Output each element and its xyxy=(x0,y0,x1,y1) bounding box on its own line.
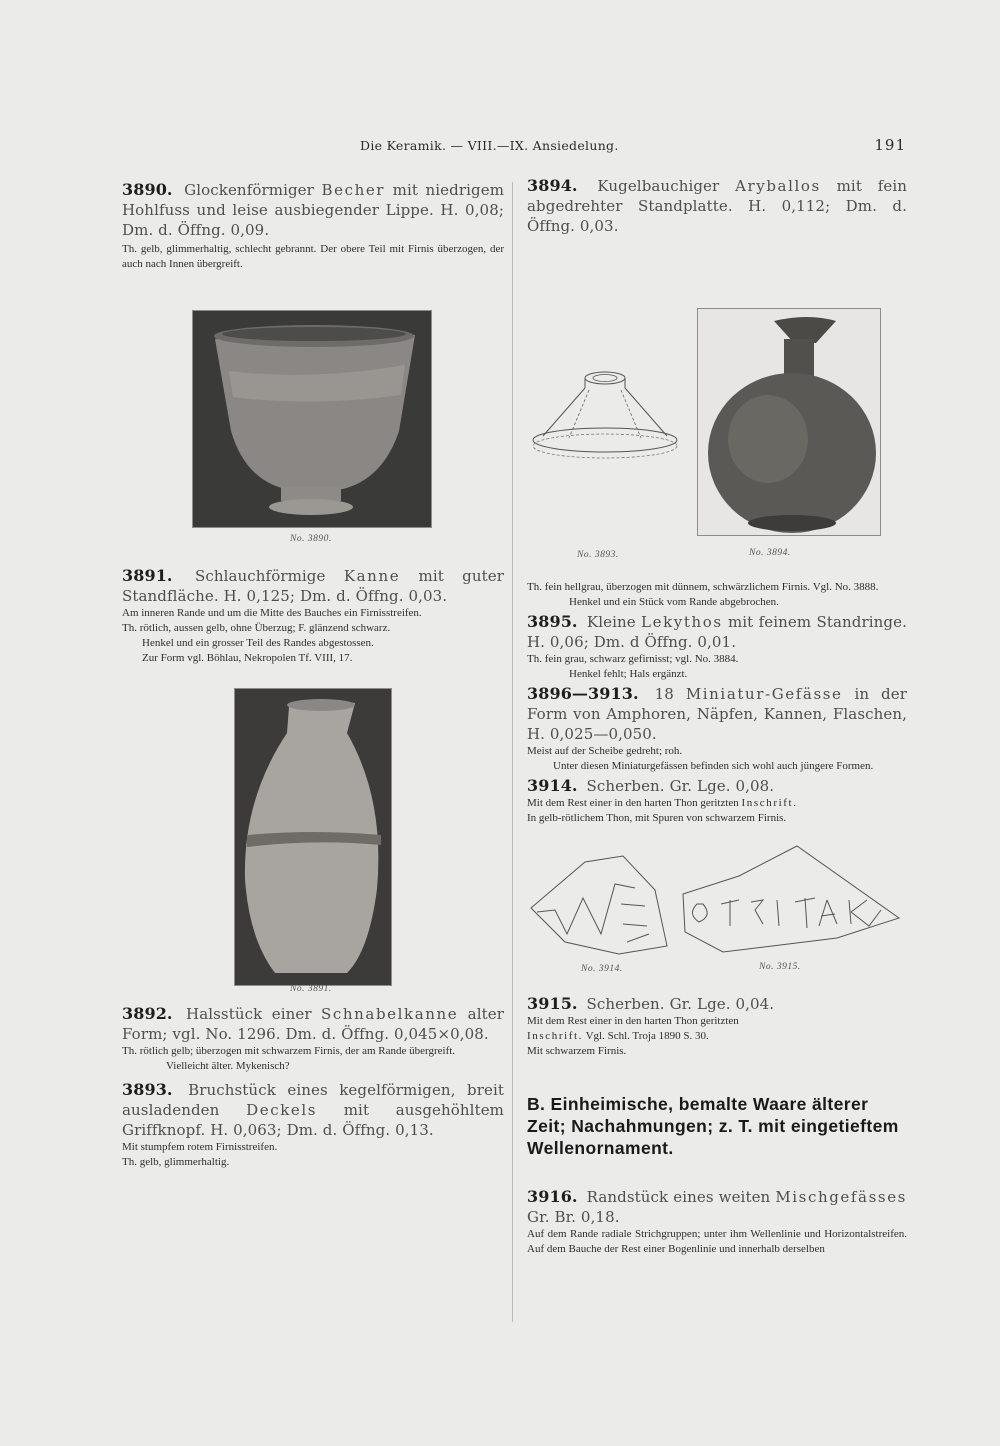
entry-3892 xyxy=(122,1004,504,1074)
sherds-drawing xyxy=(527,834,903,958)
entry-title xyxy=(527,176,907,236)
title-text: Scherben. xyxy=(586,777,665,795)
entry-note: Unter diesen Miniaturgefässen befinden sich wohl auch jüngere Formen. xyxy=(553,760,874,772)
entry-3893 xyxy=(122,1080,504,1170)
title-text: Scherben. xyxy=(586,995,665,1013)
note-emphasis: Inschrift. xyxy=(527,1030,584,1042)
title-text: 18 xyxy=(654,685,674,703)
entry-number: 3896—3913. xyxy=(527,684,639,703)
title-text: mit ausgehöhltem Griffknopf. H. 0,063; Dm. d. Öffng. 0,13. xyxy=(122,1101,505,1139)
title-text: Gr. Br. 0,18. xyxy=(527,1208,620,1226)
entry-note: Th. rötlich gelb; überzogen mit schwarzem Firnis, der am Rande übergreift. xyxy=(122,1045,456,1057)
title-text: Glockenförmiger xyxy=(184,181,314,199)
object-name: Mischgefässes xyxy=(775,1188,907,1206)
object-name: Miniatur-Gefässe xyxy=(685,685,843,703)
lid-drawing xyxy=(529,366,679,462)
jug-image xyxy=(235,689,391,985)
entry-note: Mit stumpfem rotem Firnisstreifen. xyxy=(122,1141,278,1153)
title-text: Schlauchförmige xyxy=(194,567,326,585)
entry-3895 xyxy=(527,612,907,682)
note-text: Vgl. Schl. Troja 1890 S. 30. xyxy=(585,1030,709,1042)
title-text: Halsstück einer xyxy=(186,1005,312,1023)
entry-3915 xyxy=(527,994,907,1059)
title-text: in der Form von Amphoren, Näpfen, Kannen, Flaschen, H. 0,025—0,050. xyxy=(527,685,908,743)
entry-3916 xyxy=(527,1187,907,1257)
entry-number: 3915. xyxy=(527,994,578,1013)
title-text: mit feinem Standringe. H. 0,06; Dm. d Öffng. 0,01. xyxy=(527,613,907,651)
photo-bell-beaker xyxy=(192,310,432,528)
entry-number: 3893. xyxy=(122,1080,173,1099)
figure-caption: No. 3914. xyxy=(581,964,623,974)
aryballos-image xyxy=(698,309,880,535)
entry-note: Meist auf der Scheibe gedreht; roh. xyxy=(527,745,683,757)
entry-note: Mit dem Rest einer in den harten Thon geritzten xyxy=(527,1015,739,1027)
entry-number: 3894. xyxy=(527,176,578,195)
entry-note: Th. gelb, glimmerhaltig, schlecht gebrannt. Der obere Teil mit Firnis überzogen, der auch nach Innen übergreift. xyxy=(122,243,504,270)
object-name: Kanne xyxy=(343,567,401,585)
entry-number: 3891. xyxy=(122,566,173,585)
title-text: Gr. Lge. 0,04. xyxy=(669,995,775,1013)
figure-3891 xyxy=(122,666,504,998)
entry-3894 xyxy=(527,176,907,236)
note-text: Mit dem Rest einer in den harten Thon geritzten xyxy=(527,797,739,809)
entry-3914 xyxy=(527,776,907,826)
object-name: Deckels xyxy=(246,1101,318,1119)
title-text: Kugelbauchiger xyxy=(597,177,720,195)
entry-note: Henkel fehlt; Hals ergänzt. xyxy=(569,668,688,680)
drawing-sherds xyxy=(527,834,903,958)
entry-title xyxy=(122,1004,504,1044)
entry-note: Vielleicht älter. Mykenisch? xyxy=(166,1060,290,1072)
page-number: 191 xyxy=(874,136,906,154)
entry-note: Zur Form vgl. Böhlau, Nekropolen Tf. VIII, 17. xyxy=(142,652,353,664)
entry-3890 xyxy=(122,180,504,272)
entry-title xyxy=(527,684,907,744)
entry-title xyxy=(122,566,504,606)
title-text: mit guter Standfläche. H. 0,125; Dm. d. Öffng. 0,03. xyxy=(122,567,505,605)
figure-caption: No. 3890. xyxy=(290,534,332,544)
entry-title xyxy=(527,612,907,652)
entry-note: Mit schwarzem Firnis. xyxy=(527,1045,627,1057)
note-emphasis: Inschrift. xyxy=(741,797,798,809)
running-title: Die Keramik. — VIII.—IX. Ansiedelung. xyxy=(360,138,619,153)
entry-title xyxy=(527,776,907,796)
title-text: Randstück eines weiten xyxy=(586,1188,771,1206)
figure-caption: No. 3893. xyxy=(577,550,619,560)
entry-note: Th. rötlich, aussen gelb, ohne Überzug; F. glänzend schwarz. xyxy=(122,622,391,634)
entry-note: Am inneren Rande und um die Mitte des Bauches ein Firnisstreifen. xyxy=(122,607,422,619)
figure-caption: No. 3915. xyxy=(759,962,801,972)
drawing-lid xyxy=(529,366,679,462)
title-text: Bruchstück eines kegelförmigen, breit ausladenden xyxy=(122,1081,505,1119)
title-text: alter Form; vgl. No. 1296. Dm. d. Öffng. 0,045×0,08. xyxy=(122,1005,504,1043)
entry-3891 xyxy=(122,566,504,666)
figure-3890 xyxy=(122,272,504,544)
object-name: Becher xyxy=(321,181,386,199)
left-column xyxy=(122,180,504,1170)
entry-number: 3895. xyxy=(527,612,578,631)
entry-3896-3913 xyxy=(527,684,907,774)
entry-number: 3890. xyxy=(122,180,173,199)
entry-note: Th. gelb, glimmerhaltig. xyxy=(122,1156,230,1168)
figure-caption: No. 3894. xyxy=(749,548,791,558)
object-name: Lekythos xyxy=(641,613,723,631)
entry-note: Henkel und ein Stück vom Rande abgebrochen. xyxy=(569,596,779,608)
entry-title xyxy=(527,994,907,1014)
photo-aryballos xyxy=(697,308,881,536)
figures-3914-3915 xyxy=(527,826,907,994)
photo-jug xyxy=(234,688,392,986)
object-name: Schnabelkanne xyxy=(321,1005,459,1023)
title-text: Gr. Lge. 0,08. xyxy=(669,777,775,795)
figures-3893-3894 xyxy=(527,236,907,560)
entry-title xyxy=(122,180,504,240)
title-text: Kleine xyxy=(586,613,636,631)
entry-note: Henkel und ein grosser Teil des Randes abgestossen. xyxy=(142,637,374,649)
entry-number: 3914. xyxy=(527,776,578,795)
entry-title xyxy=(122,1080,504,1140)
object-name: Aryballos xyxy=(735,177,821,195)
page-header xyxy=(120,138,910,158)
entry-number: 3916. xyxy=(527,1187,578,1206)
entry-note: In gelb-rötlichem Thon, mit Spuren von schwarzem Firnis. xyxy=(527,812,787,824)
column-divider xyxy=(512,182,513,1322)
section-heading: B. Einheimische, bemalte Waare älterer Zeit; Nachahmungen; z. T. mit eingetieftem Wellenornament. xyxy=(527,1094,899,1158)
entry-note xyxy=(527,1029,907,1044)
entry-number: 3892. xyxy=(122,1004,173,1023)
entry-title xyxy=(527,1187,907,1227)
entry-note: Th. fein grau, schwarz gefirnisst; vgl. No. 3884. xyxy=(527,653,739,665)
entry-note xyxy=(527,796,907,811)
bell-beaker-image xyxy=(193,311,431,527)
figure-caption: No. 3891. xyxy=(290,984,332,994)
title-text: mit niedrigem Hohlfuss und leise ausbiegender Lippe. H. 0,08; Dm. d. Öffng. 0,09. xyxy=(122,181,505,239)
entry-3894-notes xyxy=(527,580,907,610)
entry-note: Auf dem Rande radiale Strichgruppen; unter ihm Wellenlinie und Horizontalstreifen. Auf dem Bauche der Rest einer Bogenlinie und innerhalb derselben xyxy=(527,1228,907,1255)
right-column xyxy=(527,176,907,1257)
entry-note: Th. fein hellgrau, überzogen mit dünnem, schwärzlichem Firnis. Vgl. No. 3888. xyxy=(527,581,879,593)
title-text: mit fein abgedrehter Standplatte. H. 0,112; Dm. d. Öffng. 0,03. xyxy=(527,177,907,235)
